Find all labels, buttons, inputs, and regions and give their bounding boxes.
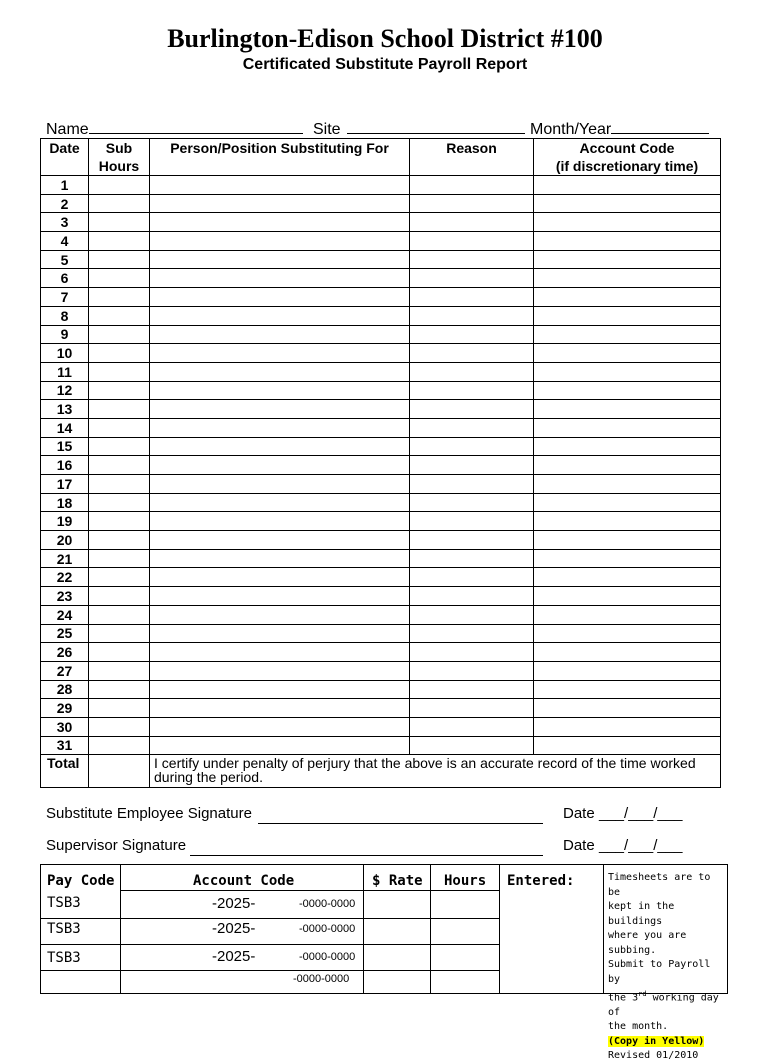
- account-suffix-row-2: -0000-0000: [299, 923, 356, 935]
- sub-hours-cell[interactable]: [89, 549, 150, 568]
- person-cell[interactable]: [150, 475, 410, 494]
- reason-cell[interactable]: [410, 680, 534, 699]
- sub-hours-cell[interactable]: [89, 568, 150, 587]
- person-cell[interactable]: [150, 306, 410, 325]
- entered-label: Entered:: [507, 873, 575, 889]
- supervisor-signature-line[interactable]: [46, 837, 726, 857]
- account-code-cell[interactable]: [534, 512, 721, 531]
- account-code-cell[interactable]: [534, 456, 721, 475]
- day-number: 2: [41, 194, 89, 213]
- supervisor-date-label: Date: [563, 837, 595, 854]
- employee-signature-label: Substitute Employee Signature: [46, 805, 252, 822]
- day-number: 26: [41, 643, 89, 662]
- site-label: Site: [313, 121, 341, 138]
- day-number: 8: [41, 306, 89, 325]
- day-number: 27: [41, 661, 89, 680]
- day-number: 19: [41, 512, 89, 531]
- sub-hours-cell[interactable]: [89, 250, 150, 269]
- account-code-cell[interactable]: [534, 325, 721, 344]
- total-label: Total: [41, 755, 89, 788]
- day-number: 29: [41, 699, 89, 718]
- month-year-label: Month/Year: [530, 121, 612, 138]
- sub-hours-cell[interactable]: [89, 176, 150, 195]
- table-row: [41, 213, 721, 232]
- table-row: [41, 512, 721, 531]
- reason-cell[interactable]: [410, 362, 534, 381]
- day-number: 28: [41, 680, 89, 699]
- table-row: [41, 176, 721, 195]
- sub-hours-cell[interactable]: [89, 362, 150, 381]
- table-row: [41, 456, 721, 475]
- day-number: 7: [41, 288, 89, 307]
- reason-cell[interactable]: [410, 213, 534, 232]
- person-cell[interactable]: [150, 531, 410, 550]
- reason-cell[interactable]: [410, 418, 534, 437]
- reason-cell[interactable]: [410, 605, 534, 624]
- sub-hours-cell[interactable]: [89, 605, 150, 624]
- employee-date-field[interactable]: ___/___/___: [599, 805, 683, 822]
- account-code-cell[interactable]: [534, 418, 721, 437]
- table-row: [41, 643, 721, 662]
- account-year-row-2: -2025-: [212, 920, 256, 937]
- day-number: 9: [41, 325, 89, 344]
- table-row: [41, 717, 721, 736]
- table-row: [41, 531, 721, 550]
- pay-code-row-1: TSB3: [47, 895, 81, 911]
- reason-cell[interactable]: [410, 493, 534, 512]
- sub-hours-cell[interactable]: [89, 699, 150, 718]
- sub-hours-cell[interactable]: [89, 493, 150, 512]
- sub-hours-cell[interactable]: [89, 717, 150, 736]
- account-suffix-row-3: -0000-0000: [299, 951, 356, 963]
- person-cell[interactable]: [150, 717, 410, 736]
- pay-account-header: Account Code: [193, 873, 295, 889]
- table-row: [41, 288, 721, 307]
- name-field[interactable]: [46, 118, 303, 139]
- account-code-cell[interactable]: [534, 362, 721, 381]
- table-row: [41, 381, 721, 400]
- account-code-cell[interactable]: [534, 717, 721, 736]
- day-number: 3: [41, 213, 89, 232]
- table-row: [41, 306, 721, 325]
- person-cell[interactable]: [150, 456, 410, 475]
- reason-cell[interactable]: [410, 643, 534, 662]
- name-label: Name: [46, 121, 89, 138]
- account-code-cell[interactable]: [534, 269, 721, 288]
- table-row: [41, 605, 721, 624]
- account-code-cell[interactable]: [534, 288, 721, 307]
- person-cell[interactable]: [150, 176, 410, 195]
- person-cell[interactable]: [150, 418, 410, 437]
- account-code-cell[interactable]: [534, 232, 721, 251]
- pay-hours-header: Hours: [444, 873, 487, 889]
- reason-cell[interactable]: [410, 717, 534, 736]
- sub-hours-cell[interactable]: [89, 325, 150, 344]
- sub-hours-cell[interactable]: [89, 288, 150, 307]
- reason-cell[interactable]: [410, 587, 534, 606]
- pay-code-row-3: TSB3: [47, 950, 81, 966]
- day-number: 4: [41, 232, 89, 251]
- day-number: 11: [41, 362, 89, 381]
- sub-hours-cell[interactable]: [89, 400, 150, 419]
- person-cell[interactable]: [150, 344, 410, 363]
- pay-code-header: Pay Code: [47, 873, 115, 889]
- person-cell[interactable]: [150, 605, 410, 624]
- sub-hours-cell[interactable]: [89, 643, 150, 662]
- reason-cell[interactable]: [410, 344, 534, 363]
- person-cell[interactable]: [150, 661, 410, 680]
- day-number: 15: [41, 437, 89, 456]
- day-number: 21: [41, 549, 89, 568]
- day-number: 20: [41, 531, 89, 550]
- person-cell[interactable]: [150, 269, 410, 288]
- reason-cell[interactable]: [410, 624, 534, 643]
- form-subtitle: Certificated Substitute Payroll Report: [242, 56, 528, 73]
- timesheet-table: [40, 138, 721, 788]
- reason-cell[interactable]: [410, 269, 534, 288]
- payroll-entry-box: [40, 864, 728, 1062]
- table-row: [41, 250, 721, 269]
- account-code-cell[interactable]: [534, 344, 721, 363]
- col-reason-header: Reason: [410, 139, 534, 176]
- col-account-header: Account Code (if discretionary time): [534, 139, 721, 176]
- reason-cell[interactable]: [410, 568, 534, 587]
- account-suffix-row-1: -0000-0000: [299, 898, 356, 910]
- account-code-cell[interactable]: [534, 568, 721, 587]
- table-row: [41, 549, 721, 568]
- sub-hours-cell[interactable]: [89, 306, 150, 325]
- reason-cell[interactable]: [410, 549, 534, 568]
- table-row: [41, 736, 721, 755]
- form-title: Burlington-Edison School District #100: [167, 24, 603, 53]
- table-row: [41, 587, 721, 606]
- person-cell[interactable]: [150, 493, 410, 512]
- sub-hours-cell[interactable]: [89, 232, 150, 251]
- account-code-cell[interactable]: [534, 437, 721, 456]
- sub-hours-cell[interactable]: [89, 680, 150, 699]
- revised-date: Revised 01/2010: [608, 1050, 699, 1062]
- person-cell[interactable]: [150, 549, 410, 568]
- account-code-cell[interactable]: [534, 176, 721, 195]
- account-code-cell[interactable]: [534, 194, 721, 213]
- person-cell[interactable]: [150, 624, 410, 643]
- day-number: 18: [41, 493, 89, 512]
- person-cell[interactable]: [150, 362, 410, 381]
- table-row: [41, 362, 721, 381]
- day-number: 16: [41, 456, 89, 475]
- col-sub-hours-header: Sub Hours: [89, 139, 150, 176]
- reason-cell[interactable]: [410, 699, 534, 718]
- person-cell[interactable]: [150, 437, 410, 456]
- col-date-header: Date: [41, 139, 89, 176]
- table-row: [41, 699, 721, 718]
- employee-date-label: Date: [563, 805, 595, 822]
- sub-hours-cell[interactable]: [89, 213, 150, 232]
- account-code-cell[interactable]: [534, 400, 721, 419]
- reason-cell[interactable]: [410, 475, 534, 494]
- table-row: [41, 493, 721, 512]
- person-cell[interactable]: [150, 587, 410, 606]
- supervisor-date-field[interactable]: ___/___/___: [599, 837, 683, 854]
- account-code-cell[interactable]: [534, 306, 721, 325]
- table-row: [41, 661, 721, 680]
- account-code-cell[interactable]: [534, 680, 721, 699]
- person-cell[interactable]: [150, 381, 410, 400]
- reason-cell[interactable]: [410, 437, 534, 456]
- account-code-cell[interactable]: [534, 736, 721, 755]
- person-cell[interactable]: [150, 512, 410, 531]
- table-row: [41, 344, 721, 363]
- day-number: 24: [41, 605, 89, 624]
- reason-cell[interactable]: [410, 325, 534, 344]
- submission-note: Timesheets are to be kept in the buildings where you are subbing. Submit to Payroll by the 3rd working day of the month. (Copy in Yellow) Revised 01/2010: [608, 871, 724, 1064]
- person-cell[interactable]: [150, 643, 410, 662]
- person-cell[interactable]: [150, 400, 410, 419]
- day-number: 22: [41, 568, 89, 587]
- sub-hours-cell[interactable]: [89, 512, 150, 531]
- sub-hours-cell[interactable]: [89, 475, 150, 494]
- account-code-cell[interactable]: [534, 475, 721, 494]
- pay-code-row-2: TSB3: [47, 921, 81, 937]
- person-cell[interactable]: [150, 736, 410, 755]
- table-row: [41, 194, 721, 213]
- table-row: [41, 568, 721, 587]
- person-cell[interactable]: [150, 568, 410, 587]
- account-code-cell[interactable]: [534, 549, 721, 568]
- reason-cell[interactable]: [410, 531, 534, 550]
- day-number: 30: [41, 717, 89, 736]
- person-cell[interactable]: [150, 250, 410, 269]
- person-cell[interactable]: [150, 194, 410, 213]
- day-number: 5: [41, 250, 89, 269]
- table-row: [41, 232, 721, 251]
- table-row: [41, 400, 721, 419]
- account-year-row-1: -2025-: [212, 895, 256, 912]
- sub-hours-cell[interactable]: [89, 587, 150, 606]
- day-number: 25: [41, 624, 89, 643]
- reason-cell[interactable]: [410, 250, 534, 269]
- month-year-field[interactable]: [530, 118, 709, 139]
- account-code-cell[interactable]: [534, 587, 721, 606]
- account-code-cell[interactable]: [534, 381, 721, 400]
- sub-hours-cell[interactable]: [89, 381, 150, 400]
- certify-statement: I certify under penalty of perjury that the above is an accurate record of the time worked during the period.: [150, 755, 721, 788]
- person-cell[interactable]: [150, 213, 410, 232]
- sub-hours-cell[interactable]: [89, 194, 150, 213]
- pay-rate-header: $ Rate: [372, 873, 423, 889]
- table-row: [41, 437, 721, 456]
- reason-cell[interactable]: [410, 381, 534, 400]
- reason-cell[interactable]: [410, 736, 534, 755]
- account-code-cell[interactable]: [534, 213, 721, 232]
- total-hours-cell[interactable]: [89, 755, 150, 788]
- table-row: [41, 680, 721, 699]
- day-number: 14: [41, 418, 89, 437]
- sub-hours-cell[interactable]: [89, 437, 150, 456]
- reason-cell[interactable]: [410, 176, 534, 195]
- account-code-cell[interactable]: [534, 661, 721, 680]
- account-code-cell[interactable]: [534, 643, 721, 662]
- person-cell[interactable]: [150, 680, 410, 699]
- site-field[interactable]: [313, 118, 525, 139]
- sub-hours-cell[interactable]: [89, 661, 150, 680]
- reason-cell[interactable]: [410, 661, 534, 680]
- reason-cell[interactable]: [410, 456, 534, 475]
- reason-cell[interactable]: [410, 288, 534, 307]
- account-code-cell[interactable]: [534, 531, 721, 550]
- sub-hours-cell[interactable]: [89, 624, 150, 643]
- day-number: 23: [41, 587, 89, 606]
- reason-cell[interactable]: [410, 194, 534, 213]
- reason-cell[interactable]: [410, 400, 534, 419]
- account-code-cell[interactable]: [534, 493, 721, 512]
- day-number: 10: [41, 344, 89, 363]
- day-number: 13: [41, 400, 89, 419]
- sub-hours-cell[interactable]: [89, 736, 150, 755]
- table-row: [41, 475, 721, 494]
- table-row: [41, 624, 721, 643]
- reason-cell[interactable]: [410, 232, 534, 251]
- account-code-cell[interactable]: [534, 699, 721, 718]
- account-year-row-3: -2025-: [212, 948, 256, 965]
- person-cell[interactable]: [150, 325, 410, 344]
- sub-hours-cell[interactable]: [89, 269, 150, 288]
- account-code-cell[interactable]: [534, 624, 721, 643]
- copy-in-yellow-note: (Copy in Yellow): [608, 1035, 705, 1047]
- reason-cell[interactable]: [410, 306, 534, 325]
- account-code-cell[interactable]: [534, 605, 721, 624]
- table-row: [41, 269, 721, 288]
- person-cell[interactable]: [150, 232, 410, 251]
- employee-signature-line[interactable]: [46, 805, 726, 825]
- col-person-header: Person/Position Substituting For: [150, 139, 410, 176]
- supervisor-signature-label: Supervisor Signature: [46, 837, 187, 854]
- sub-hours-cell[interactable]: [89, 456, 150, 475]
- person-cell[interactable]: [150, 699, 410, 718]
- header-fields: [46, 118, 720, 138]
- table-row: [41, 325, 721, 344]
- day-number: 31: [41, 736, 89, 755]
- sub-hours-cell[interactable]: [89, 344, 150, 363]
- day-number: 1: [41, 176, 89, 195]
- account-suffix-row-4: -0000-0000: [293, 973, 350, 985]
- day-number: 17: [41, 475, 89, 494]
- sub-hours-cell[interactable]: [89, 531, 150, 550]
- day-number: 6: [41, 269, 89, 288]
- sub-hours-cell[interactable]: [89, 418, 150, 437]
- day-number: 12: [41, 381, 89, 400]
- account-code-cell[interactable]: [534, 250, 721, 269]
- reason-cell[interactable]: [410, 512, 534, 531]
- person-cell[interactable]: [150, 288, 410, 307]
- table-row: [41, 418, 721, 437]
